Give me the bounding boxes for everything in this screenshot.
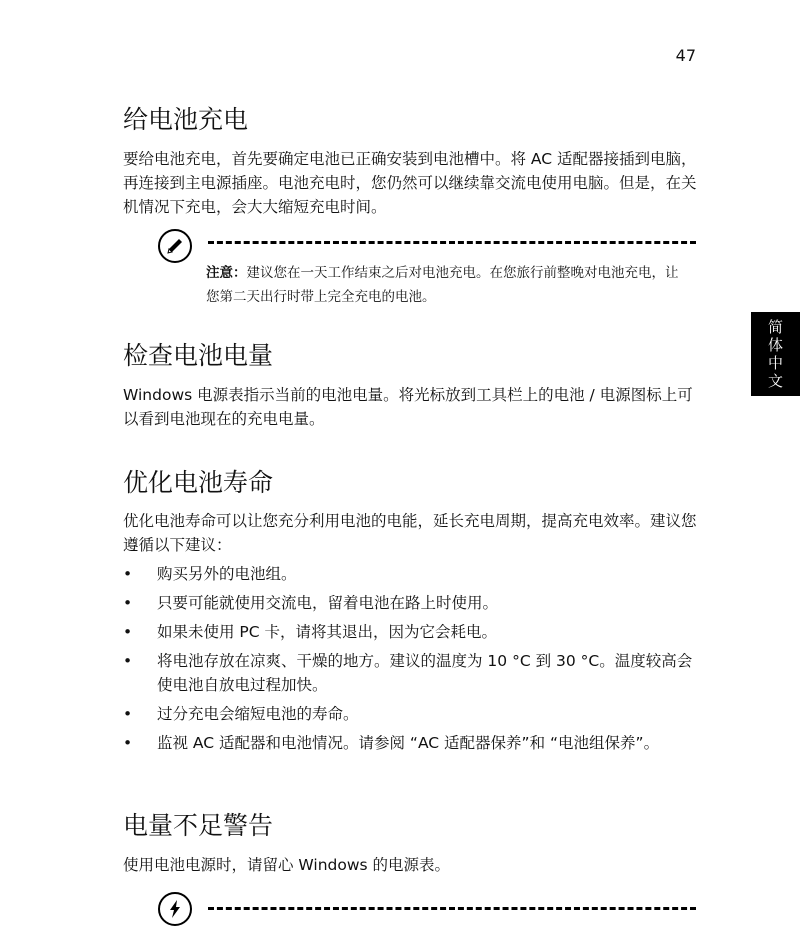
list-item: • 购买另外的电池组。 (123, 562, 701, 586)
heading-check-battery: 检查电池电量 (123, 341, 274, 370)
note-pencil-icon (158, 229, 192, 263)
side-language-tab (751, 312, 800, 396)
paragraph-low-battery-warning: 使用电池电源时，请留心 Windows 的电源表。 (123, 856, 451, 874)
paragraph-check-battery: Windows 电源表指示当前的电池电量。将光标放到工具栏上的电池 / 电源图标上可以看到电池现在的充电电量。 (123, 386, 693, 428)
paragraph-optimize-life: 优化电池寿命可以让您充分利用电池的电能，延长充电周期，提高充电效率。建议您遵循以下建议： (123, 512, 697, 554)
paragraph-charging: 要给电池充电，首先要确定电池已正确安装到电池槽中。将 AC 适配器接插到电脑，再连接到主电源插座。电池充电时，您仍然可以继续靠交流电使用电脑。但是，在关机情况下充电，会大大缩短充电时间。 (123, 150, 697, 216)
tips-list (123, 562, 701, 755)
note-text (206, 261, 686, 309)
heading-low-battery-warning: 电量不足警告 (123, 811, 274, 840)
warning-divider (208, 907, 696, 910)
heading-optimize-life: 优化电池寿命 (123, 468, 274, 497)
page-number: 47 (675, 46, 696, 65)
side-tab-char: 文 (767, 372, 783, 390)
note-divider (208, 241, 696, 244)
note-label: 注意： (206, 265, 247, 281)
side-tab-char: 中 (767, 354, 783, 372)
lightning-warning-icon (158, 892, 192, 926)
list-item: • 过分充电会缩短电池的寿命。 (123, 702, 701, 726)
list-item: • 监视 AC 适配器和电池情况。请参阅 “AC 适配器保养”和 “电池组保养”。 (123, 731, 701, 755)
heading-charging: 给电池充电 (123, 105, 249, 134)
list-item: • 如果未使用 PC 卡，请将其退出，因为它会耗电。 (123, 620, 701, 644)
side-tab-char: 体 (767, 336, 783, 354)
side-tab-char: 简 (767, 318, 783, 336)
list-item: • 只要可能就使用交流电，留着电池在路上时使用。 (123, 591, 701, 615)
list-item: • 将电池存放在凉爽、干燥的地方。建议的温度为 10 °C 到 30 °C。温度较高会使电池自放电过程加快。 (123, 649, 701, 697)
note-body: 建议您在一天工作结束之后对电池充电。在您旅行前整晚对电池充电，让您第二天出行时带上完全充电的电池。 (206, 265, 679, 305)
